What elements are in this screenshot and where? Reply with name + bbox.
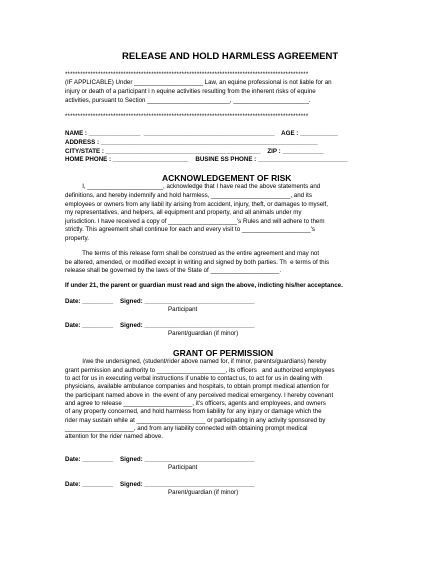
parent-guardian-label: Parent/guardian (if minor) [168, 330, 239, 337]
grant-line: the participant named above in the event of any perceived medical emergency. I hereby covenant [65, 392, 334, 399]
participant-label: Participant [168, 306, 198, 313]
terms-line: release shall be governed by the laws of the State of ____________________. [65, 267, 282, 274]
grant-line: to act for us in executing verbal instructions if unable to contact us, to act for us in dealing with [65, 375, 323, 382]
risk-heading: ACKNOWLEDGEMENT OF RISK [162, 173, 292, 183]
grant-line: physicians, available ambulance companies and hospitals, to obtain prompt medical attention for [65, 383, 330, 390]
city-state-zip-field[interactable]: CITY/STATE : _____________________________________________ ZIP : ____________ [65, 148, 324, 155]
grant-line: ____________________, and from any liability connected with obtaining prompt medical [65, 425, 308, 432]
grant-line: I/we the undersigned, (student/rider above named for, if minor, parents/guardians) hereby [65, 358, 327, 365]
date-signed-line[interactable]: Date: _________ Signed: ________________________________ [65, 298, 255, 305]
participant-label: Participant [168, 464, 198, 471]
risk-line: definitions, and hereby indemnify and hold harmless, _______________________, and its [65, 192, 312, 199]
name-field[interactable]: NAME : _______________ ______________________________________ AGE : ___________ [65, 130, 338, 137]
risk-line: strictly. This agreement shall continue for each and every visit to ____________________'s [65, 226, 315, 233]
risk-line: jurisdiction. I have received a copy of ____________________'s Rules and will adhere to them [65, 218, 325, 225]
date-signed-line[interactable]: Date: _________ Signed: ________________________________ [65, 481, 255, 488]
applicable-line: activities, pursuant to Section ________________________, ______________________. [65, 97, 311, 104]
grant-line: and agree to release ____________________, it's officers, agents and employees, and owners [65, 400, 326, 407]
date-signed-line[interactable]: Date: _________ Signed: ________________________________ [65, 456, 255, 463]
applicable-line: (IF APPLICABLE) Under ____________________ Law, an equine professional is not liable for an [65, 79, 332, 86]
date-signed-line[interactable]: Date: _________ Signed: ________________________________ [65, 322, 255, 329]
under-21-notice: If under 21, the parent or guardian must read and sign the above, indicting his/her acceptance. [65, 282, 343, 289]
grant-line: of any property concerned, and hold harmless from liability for any injury or damage which the [65, 408, 322, 415]
grant-line: attention for the rider named above. [65, 433, 164, 440]
phone-field[interactable]: HOME PHONE : ______________________ BUSINE SS PHONE : __________________________ [65, 156, 348, 163]
risk-line: property. [65, 235, 89, 242]
terms-line: be altered, amended, or modified except in writing and signed by both parties. Th e terms of this [65, 259, 330, 266]
applicable-line: injury or death of a participant i n equine activities resulting from the inherent risks of equine [65, 88, 316, 95]
grant-line: grant permission and authority to ____________________, its officers and authorized employees [65, 367, 335, 374]
grant-line: rider may sustain while at ____________________ or participating in any activity sponsored by [65, 417, 326, 424]
star-divider-top: ************************************************************************************************ [65, 72, 309, 78]
terms-line: The terms of this release form shall be construed as the entire agreement and may not [65, 250, 320, 257]
risk-line: I, ______________________, acknowledge that I have read the above statements and [65, 183, 321, 190]
grant-heading: GRANT OF PERMISSION [173, 348, 274, 358]
document-title: RELEASE AND HOLD HARMLESS AGREEMENT [122, 51, 339, 62]
risk-line: employees or owners from any liabil ity arising from accident, injury, theft, or damages to myself, [65, 201, 328, 208]
parent-guardian-label: Parent/guardian (if minor) [168, 489, 239, 496]
address-field[interactable]: ADDRESS : _______________________________________________________________ [65, 139, 318, 146]
star-divider-bottom: ************************************************************************************************ [65, 114, 309, 120]
risk-line: my representatives, and helpers, all equipment and property, and all animals under my [65, 209, 302, 216]
